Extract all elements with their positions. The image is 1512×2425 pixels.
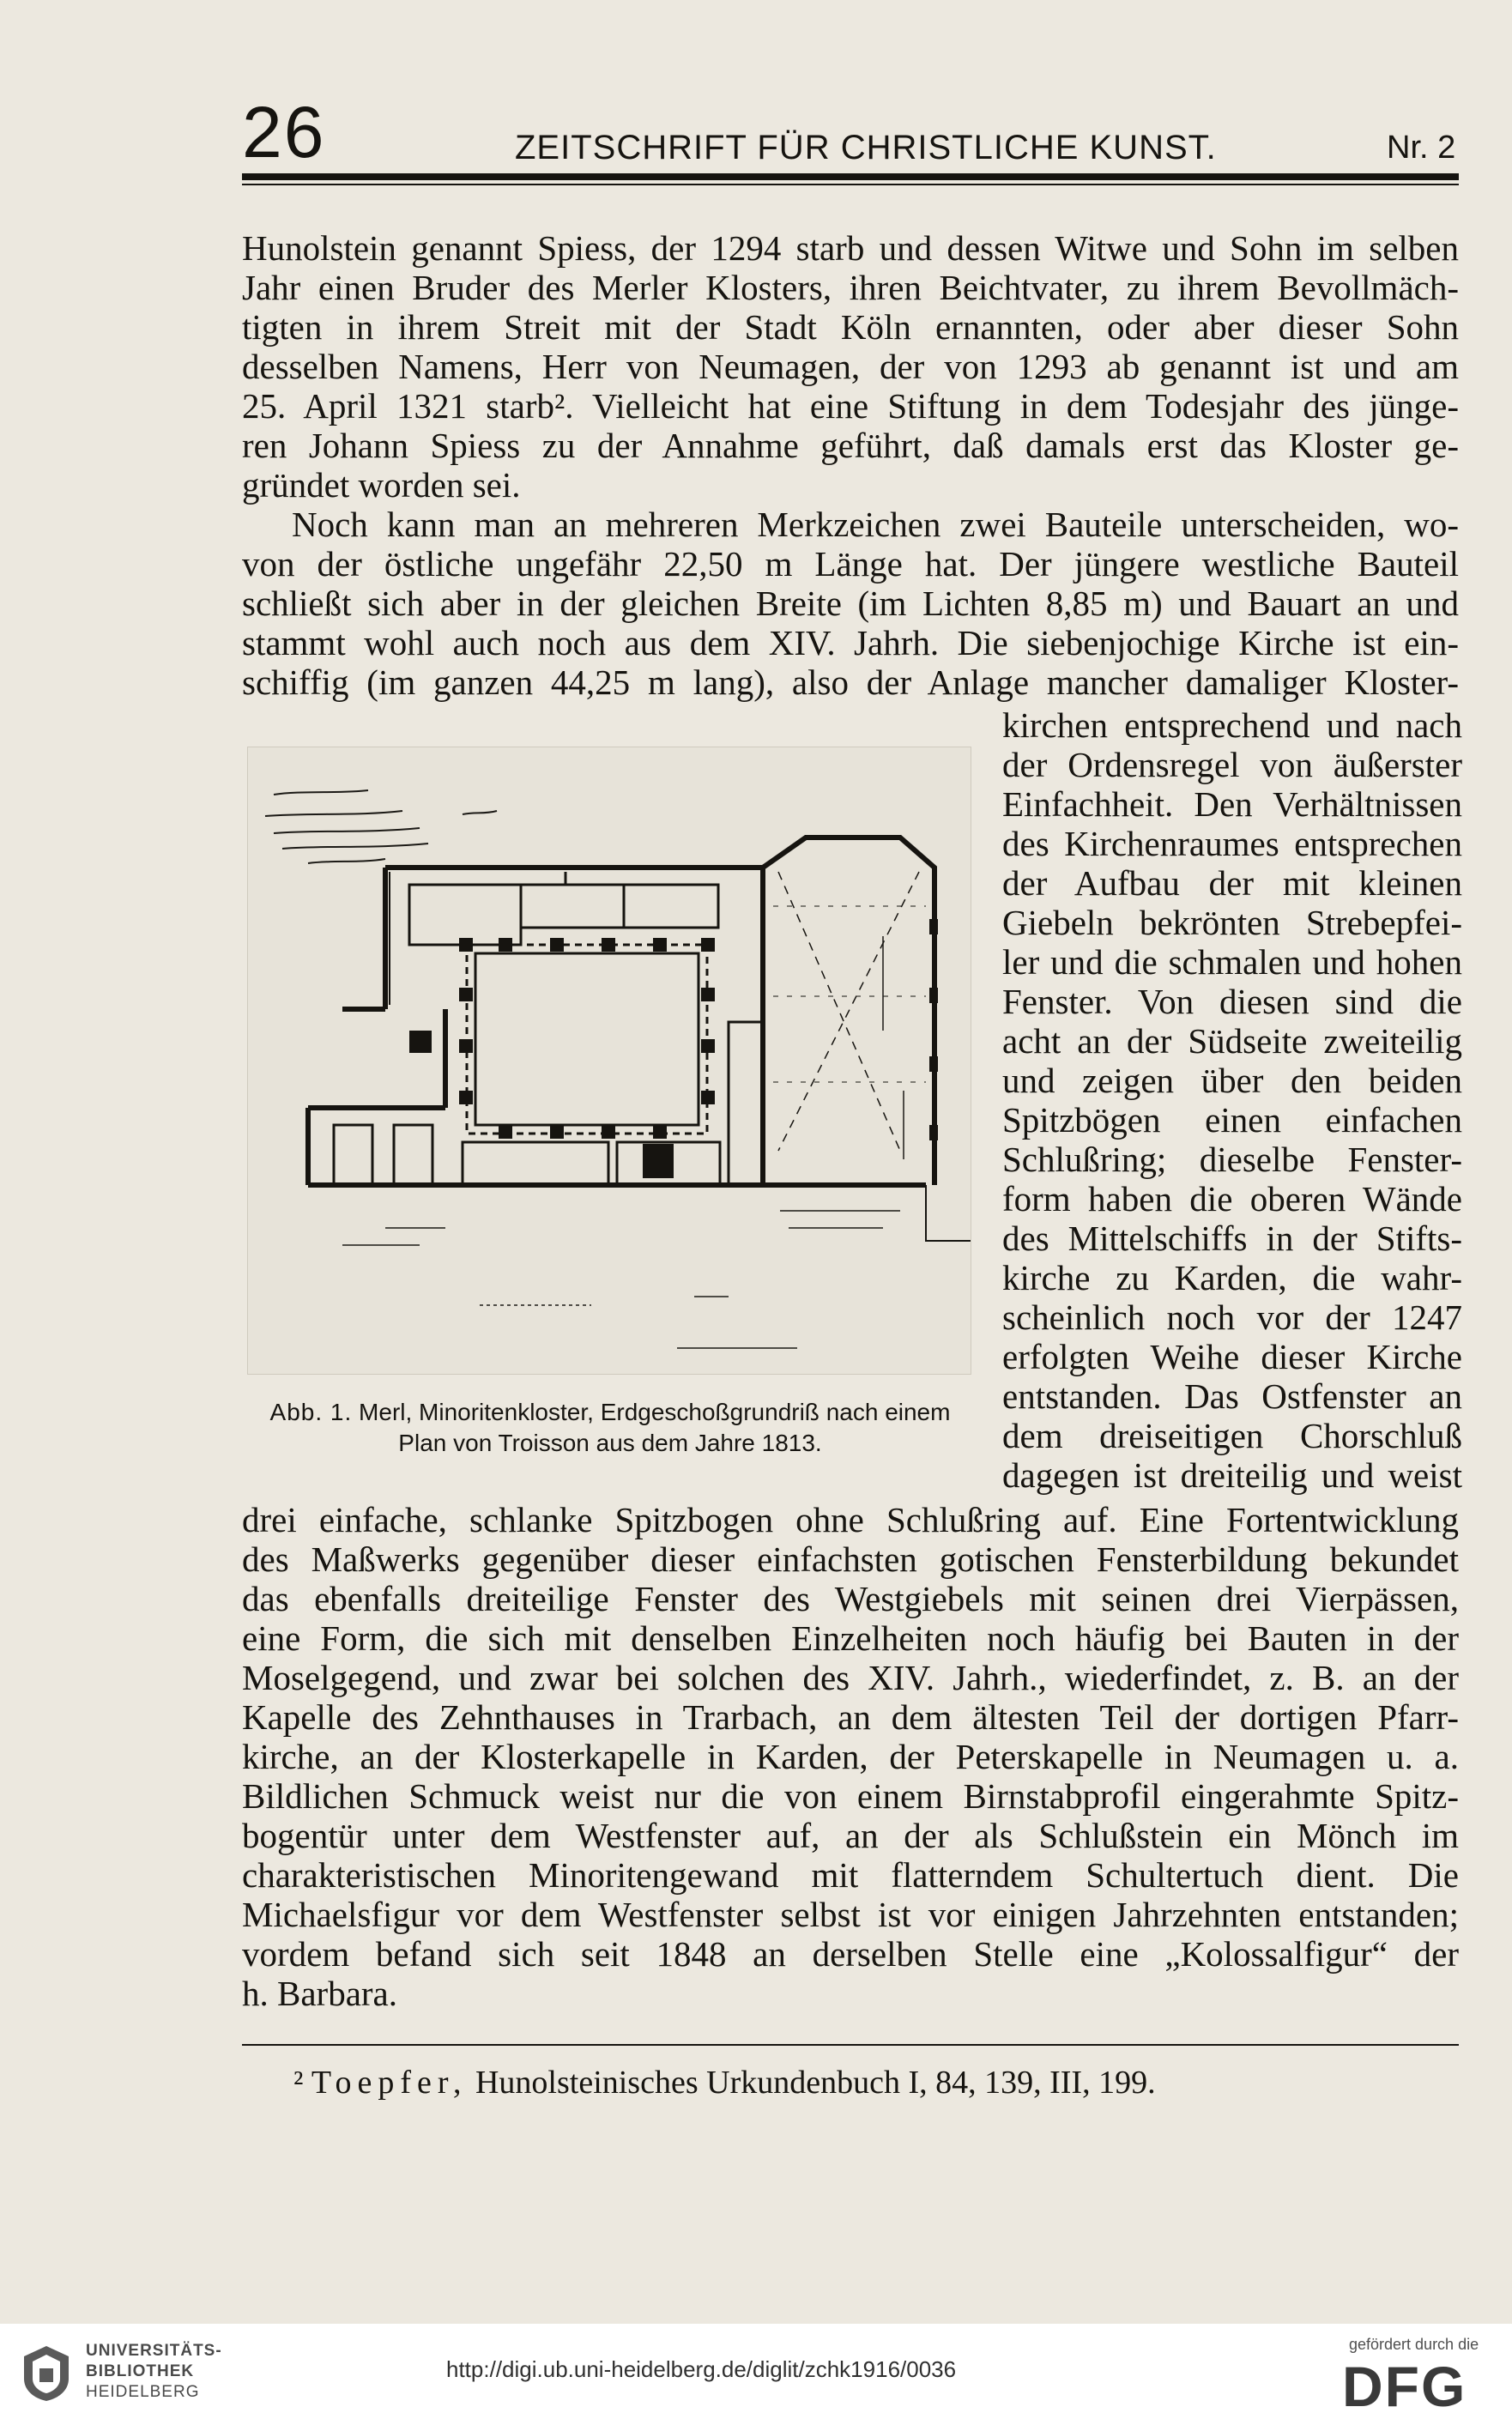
text-line: stammt wohl auch noch aus dem XIV. Jahrh. Die siebenjochige Kirche ist ein- [242, 623, 1459, 662]
text-line: Spitzbögen einen einfachen [1002, 1100, 1462, 1140]
issue-number: Nr. 2 [1387, 130, 1456, 166]
floor-plan-drawing [248, 747, 971, 1374]
text-line: Fenster. Von diesen sind die [1002, 982, 1462, 1021]
text-line: Giebeln bekrönten Strebepfei- [1002, 903, 1462, 942]
footer-bar [0, 2324, 1512, 2425]
text-line: tigten in ihrem Streit mit der Stadt Köln ernannten, oder aber dieser Sohn [242, 307, 1459, 347]
text-line: kirche, an der Klosterkapelle in Karden, der Peterskapelle in Neumagen u. a. [242, 1737, 1459, 1776]
text-line: schiffig (im ganzen 44,25 m lang), also der Anlage mancher damaliger Kloster- [242, 662, 1459, 702]
text-line: Jahr einen Bruder des Merler Klosters, ihren Beichtvater, zu ihrem Bevollmäch- [242, 268, 1459, 307]
text-line: der Ordensregel von äußerster [1002, 745, 1462, 784]
header-rule-thick [242, 173, 1459, 180]
text-line: Michaelsfigur vor dem Westfenster selbst ist vor einigen Jahrzehnten entstanden; [242, 1895, 1459, 1934]
text-line: der Aufbau der mit kleinen [1002, 863, 1462, 903]
text-line: des Mittelschiffs in der Stifts- [1002, 1219, 1462, 1258]
text-line: des Maßwerks gegenüber dieser einfachsten gotischen Fensterbildung bekundet [242, 1539, 1459, 1579]
text-line: entstanden. Das Ostfenster an [1002, 1376, 1462, 1416]
text-line: gründet worden sei. [242, 465, 521, 505]
text-line: acht an der Südseite zweiteilig [1002, 1021, 1462, 1061]
footnote-author: Toepfer, [311, 2065, 468, 2101]
text-line: und zeigen über den beiden [1002, 1061, 1462, 1100]
text-line: schließt sich aber in der gleichen Breite (im Lichten 8,85 m) und Bauart an und [242, 584, 1459, 623]
journal-title: ZEITSCHRIFT FÜR CHRISTLICHE KUNST. [515, 129, 1217, 166]
library-name-line-2: BIBLIOTHEK [86, 2362, 195, 2380]
caption-line-1: Merl, Minoritenkloster, Erdgeschoßgrundriß nach einem [359, 1399, 951, 1425]
funded-by-label: gefördert durch die [1349, 2336, 1479, 2353]
footnote-marker: ² [293, 2065, 304, 2101]
text-line: desselben Namens, Herr von Neumagen, der von 1293 ab genannt ist und am [242, 347, 1459, 386]
text-line: kirche zu Karden, die wahr- [1002, 1258, 1462, 1297]
dfg-logo: DFG [1342, 2355, 1467, 2418]
library-name-line-3: HEIDELBERG [86, 2383, 200, 2401]
text-line: Schlußring; dieselbe Fenster- [1002, 1140, 1462, 1179]
library-seal-icon [21, 2344, 72, 2403]
footnote [293, 2063, 1156, 2102]
text-line: dem dreiseitigen Chorschluß [1002, 1416, 1462, 1455]
text-line: bogentür unter dem Westfenster auf, an der als Schlußstein ein Mönch im [242, 1816, 1459, 1855]
footnote-text: Hunolsteinisches Urkundenbuch I, 84, 139, III, 199. [475, 2065, 1156, 2101]
text-line: scheinlich noch vor der 1247 [1002, 1297, 1462, 1337]
text-line: Moselgegend, und zwar bei solchen des XIV. Jahrh., wiederfindet, z. B. an der [242, 1658, 1459, 1697]
text-line: eine Form, die sich mit denselben Einzelheiten noch häufig bei Bauten in der [242, 1618, 1459, 1658]
text-line: ren Johann Spiess zu der Annahme geführt, daß damals erst das Kloster ge- [242, 426, 1459, 465]
text-line: erfolgten Weihe dieser Kirche [1002, 1337, 1462, 1376]
text-line: das ebenfalls dreiteilige Fenster des Westgiebels mit seinen drei Vierpässen, [242, 1579, 1459, 1618]
text-line: von der östliche ungefähr 22,50 m Länge hat. Der jüngere westliche Bauteil [242, 544, 1459, 584]
floor-plan-figure [247, 747, 971, 1375]
text-line: Kapelle des Zehnthauses in Trarbach, an dem ältesten Teil der dortigen Pfarr- [242, 1697, 1459, 1737]
text-line: vordem befand sich seit 1848 an derselben Stelle eine „Kolossalfigur“ der [242, 1934, 1459, 1974]
text-line: kirchen entsprechend und nach [1002, 705, 1462, 745]
figure-caption [242, 1397, 978, 1459]
footnote-separator [242, 2044, 1459, 2046]
text-line: dagegen ist dreiteilig und weist [1002, 1455, 1462, 1495]
text-line: charakteristischen Minoritengewand mit flatterndem Schultertuch dient. Die [242, 1855, 1459, 1895]
text-line: form haben die oberen Wände [1002, 1179, 1462, 1219]
text-line: h. Barbara. [242, 1974, 397, 2013]
library-name-line-1: UNIVERSITÄTS- [86, 2342, 222, 2360]
caption-label: Abb. 1. [269, 1399, 353, 1425]
text-line: Hunolstein genannt Spiess, der 1294 starb und dessen Witwe und Sohn im selben [242, 228, 1459, 268]
body-text-bottom [242, 1500, 1459, 2013]
caption-line-2: Plan von Troisson aus dem Jahre 1813. [398, 1430, 822, 1456]
text-line: Noch kann man an mehreren Merkzeichen zwei Bauteile unterscheiden, wo- [292, 505, 1459, 544]
text-line: 25. April 1321 starb². Vielleicht hat eine Stiftung in dem Todesjahr des jünge- [242, 386, 1459, 426]
header-rule-thin [242, 184, 1459, 185]
library-name [86, 2341, 222, 2403]
text-line: Einfachheit. Den Verhältnissen [1002, 784, 1462, 824]
body-text-top [242, 228, 1459, 702]
body-text-column [1002, 705, 1462, 1495]
text-line: ler und die schmalen und hohen [1002, 942, 1462, 982]
text-line: des Kirchenraumes entsprechen [1002, 824, 1462, 863]
text-line: Bildlichen Schmuck weist nur die von einem Birnstabprofil eingerahmte Spitz- [242, 1776, 1459, 1816]
source-url-link[interactable]: http://digi.ub.uni-heidelberg.de/diglit/zchk1916/0036 [446, 2356, 957, 2382]
page-number: 26 [242, 92, 326, 172]
text-line: drei einfache, schlanke Spitzbogen ohne Schlußring auf. Eine Fortentwicklung [242, 1500, 1459, 1539]
